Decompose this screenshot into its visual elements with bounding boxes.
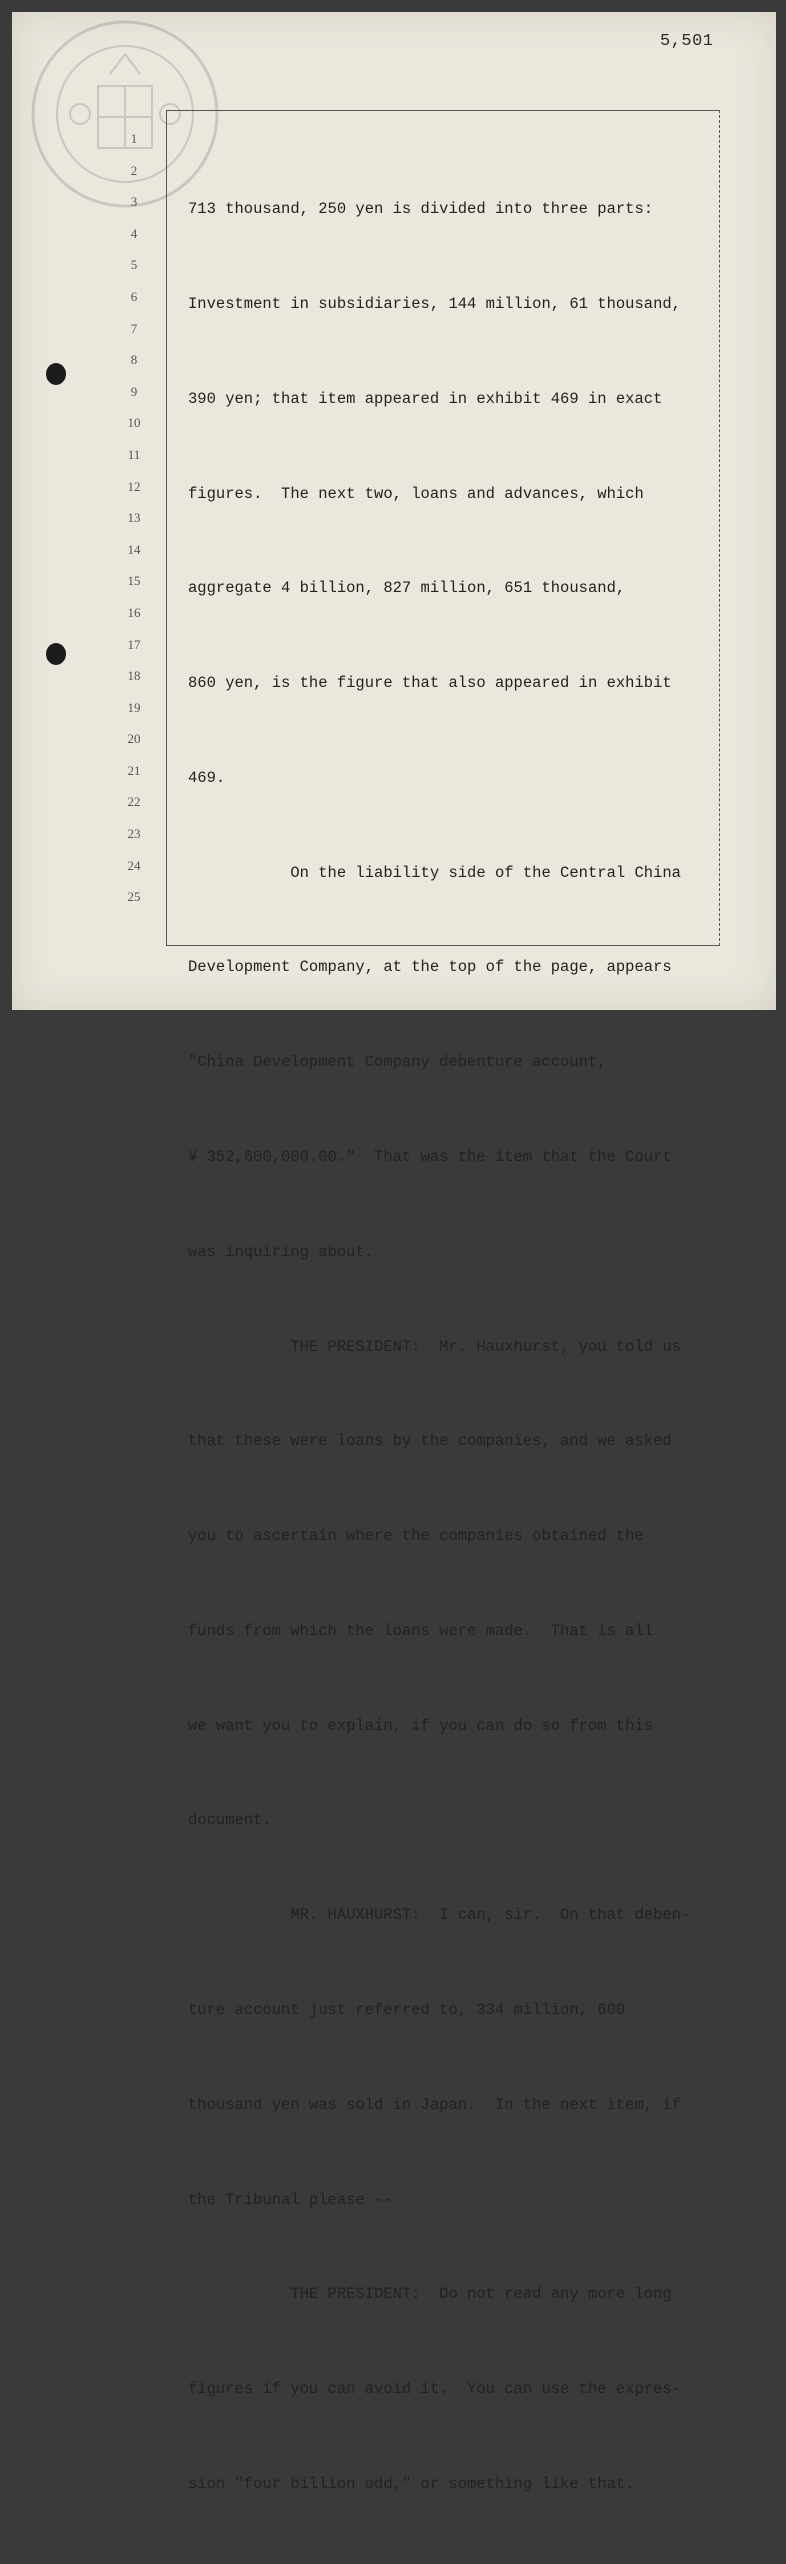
transcript-line: Investment in subsidiaries, 144 million, 61 thousand, xyxy=(188,294,681,313)
line-number: 9 xyxy=(130,383,138,399)
transcript-line: ¥ 352,600,000.00." That was the item that the Court xyxy=(188,1148,672,1166)
transcript-line: document. xyxy=(188,1811,272,1830)
line-number: 16 xyxy=(127,604,141,620)
transcript-line: 860 yen, is the figure that also appeared in exhibit xyxy=(188,674,672,693)
line-number: 14 xyxy=(127,541,141,557)
transcript-line: sion "four billion odd," or something like that. xyxy=(188,2474,635,2493)
transcript-line: 390 yen; that item appeared in exhibit 469 in exact xyxy=(188,389,663,408)
transcript-line: you to ascertain where the companies obtained the xyxy=(188,1527,644,1546)
line-number: 25 xyxy=(127,889,141,905)
transcript-line: that these were loans by the companies, and we asked xyxy=(188,1432,672,1451)
transcript-line: funds from which the loans were made. That is all xyxy=(188,1621,654,1640)
line-number: 19 xyxy=(127,699,141,715)
punch-hole xyxy=(46,363,66,385)
line-number: 1 xyxy=(130,131,138,146)
line-number: 24 xyxy=(127,857,141,873)
line-number: 15 xyxy=(127,573,141,589)
line-number: 23 xyxy=(127,826,141,842)
line-number: 3 xyxy=(130,194,138,210)
transcript-line: "China Development Company debenture account, xyxy=(188,1053,607,1072)
transcript-line: the Tribunal please -- xyxy=(188,2190,393,2209)
line-number: 13 xyxy=(127,510,141,526)
transcript-line: On the liability side of the Central China xyxy=(188,863,681,882)
line-number-column xyxy=(120,131,148,921)
line-number: 18 xyxy=(127,668,141,684)
transcript-line: 713 thousand, 250 yen is divided into three parts: xyxy=(188,200,654,219)
transcript-body xyxy=(188,131,698,2564)
transcript-line: was inquiring about. xyxy=(188,1242,375,1261)
line-number: 12 xyxy=(127,478,141,494)
transcript-line: THE PRESIDENT: Mr. Hauxhurst, you told us xyxy=(188,1337,681,1356)
line-number: 22 xyxy=(127,794,141,810)
line-number: 4 xyxy=(130,225,138,241)
transcript-line: figures if you can avoid it. You can use the expres- xyxy=(188,2380,681,2399)
line-number: 7 xyxy=(130,320,138,336)
transcript-line: thousand yen was sold in Japan. In the next item, if xyxy=(188,2095,681,2114)
transcript-line: figures. The next two, loans and advances, which xyxy=(188,484,644,503)
transcript-line: 469. xyxy=(188,768,226,787)
transcript-line: MR. HAUXHURST: I can, sir. On that deben- xyxy=(188,1906,691,1925)
line-number: 11 xyxy=(127,446,141,462)
transcript-line: Development Company, at the top of the page, appears xyxy=(188,958,672,977)
line-number: 21 xyxy=(127,762,141,778)
transcript-line: THE PRESIDENT: Do not read any more long xyxy=(188,2285,672,2304)
transcript-line: aggregate 4 billion, 827 million, 651 thousand, xyxy=(188,579,626,598)
line-number: 5 xyxy=(130,257,138,273)
line-number: 8 xyxy=(130,352,138,368)
page-number: 5,501 xyxy=(660,32,714,51)
line-number: 6 xyxy=(130,288,138,304)
punch-hole xyxy=(46,643,66,665)
transcript-line: we want you to explain, if you can do so from this xyxy=(188,1716,654,1735)
line-number: 2 xyxy=(130,162,138,178)
transcript-line: ture account just referred to, 334 million, 600 xyxy=(188,2001,626,2020)
line-number: 17 xyxy=(127,636,141,652)
line-number: 10 xyxy=(127,415,141,431)
line-number: 20 xyxy=(127,731,141,747)
